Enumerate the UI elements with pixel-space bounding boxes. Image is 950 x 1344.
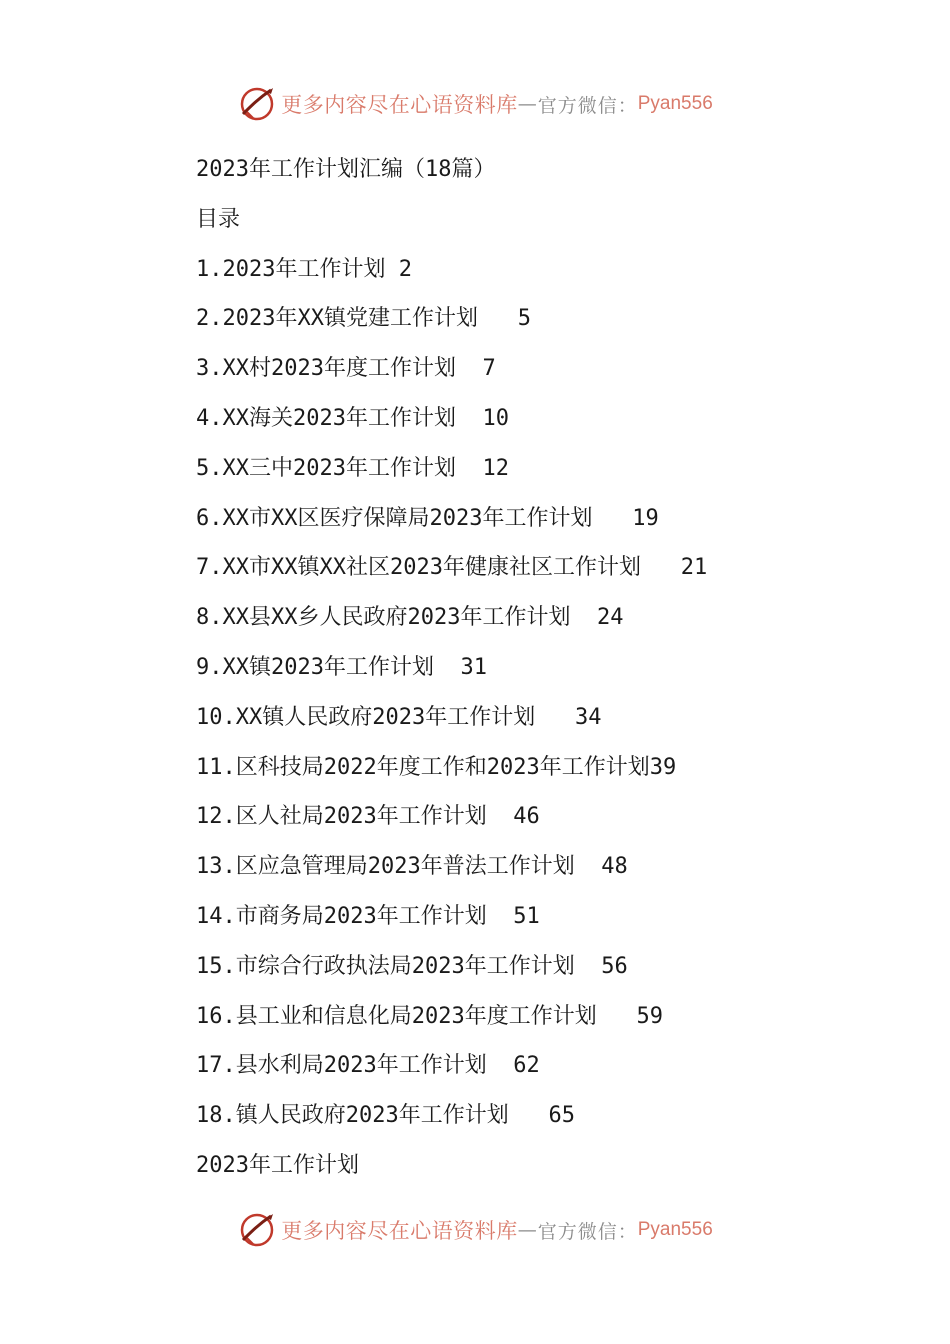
toc-item-title: XX三中2023年工作计划 — [222, 455, 456, 481]
banner-dash: — — [517, 93, 538, 115]
banner-wechat-id: Pyan556 — [637, 93, 713, 114]
toc-item[interactable] — [196, 1096, 896, 1146]
toc-item-gap — [434, 655, 461, 680]
toc-item[interactable] — [196, 250, 896, 300]
toc-item-number: 11. — [196, 754, 236, 780]
toc-item-title: 市商务局2023年工作计划 — [235, 903, 487, 929]
pen-logo-icon — [237, 84, 277, 124]
banner-dash: — — [517, 1219, 538, 1241]
toc-item-number: 12. — [196, 804, 236, 830]
toc-item-page: 34 — [574, 704, 602, 730]
document-title: 2023年工作计划汇编（18篇） — [196, 157, 496, 182]
toc-item[interactable] — [196, 499, 896, 549]
toc-item-number: 3. — [196, 356, 223, 382]
banner-wechat-id: Pyan556 — [637, 1219, 713, 1240]
toc-item[interactable] — [196, 548, 896, 598]
toc-item-page: 12 — [482, 455, 509, 481]
toc-item-number: 15. — [196, 953, 236, 979]
banner-text: 更多内容尽在心语资料库 — [281, 93, 518, 117]
toc-item-number: 13. — [196, 854, 236, 880]
toc-item-title: XX村2023年度工作计划 — [222, 356, 456, 382]
toc-item-gap — [385, 257, 398, 282]
toc-item[interactable] — [196, 748, 896, 798]
toc-item-title: XX镇2023年工作计划 — [222, 654, 434, 680]
toc-item-gap — [575, 954, 602, 979]
toc-item-title: 2023年XX镇党建工作计划 — [222, 306, 478, 332]
toc-item-number: 17. — [196, 1053, 236, 1079]
toc-item[interactable] — [196, 449, 896, 499]
toc-item-gap — [456, 406, 483, 431]
toc-item-title: 县水利局2023年工作计划 — [235, 1053, 487, 1079]
toc-item-page: 56 — [601, 953, 628, 979]
toc-item-page: 10 — [482, 405, 509, 431]
toc-item-gap — [575, 854, 602, 879]
footer-banner — [0, 1208, 950, 1252]
toc-item-gap — [597, 1004, 637, 1029]
toc-item-number: 1. — [196, 256, 223, 282]
toc-item-page: 48 — [601, 854, 628, 880]
toc-item-gap — [487, 1053, 514, 1078]
banner-official: 官方微信： — [537, 94, 638, 117]
header-banner — [0, 82, 950, 126]
toc-item-gap — [487, 804, 514, 829]
toc-item-page: 31 — [460, 654, 487, 680]
toc-item-page: 19 — [632, 505, 659, 531]
toc-item-number: 8. — [196, 605, 223, 631]
toc-item-title: 县工业和信息化局2023年度工作计划 — [235, 1003, 597, 1029]
toc-item-page: 65 — [548, 1103, 575, 1129]
toc-item-title: XX县XX乡人民政府2023年工作计划 — [222, 605, 571, 631]
toc-item[interactable] — [196, 847, 896, 897]
toc-item-gap — [535, 705, 575, 730]
toc-item-gap — [570, 605, 597, 630]
toc-item-page: 62 — [513, 1053, 540, 1079]
toc-item-gap — [456, 456, 483, 481]
toc-item-title: 市综合行政执法局2023年工作计划 — [235, 953, 575, 979]
toc-item-number: 9. — [196, 654, 223, 680]
toc-item-title: XX市XX镇XX社区2023年健康社区工作计划 — [222, 555, 641, 581]
toc-list — [196, 250, 896, 1146]
toc-item[interactable] — [196, 797, 896, 847]
toc-item-number: 4. — [196, 405, 223, 431]
toc-item-gap — [456, 356, 483, 381]
toc-item-title: XX镇人民政府2023年工作计划 — [235, 704, 536, 730]
toc-item-page: 2 — [398, 256, 412, 282]
banner-official: 官方微信： — [537, 1220, 638, 1243]
toc-item-title: 镇人民政府2023年工作计划 — [235, 1103, 509, 1129]
toc-item-gap — [641, 555, 681, 580]
toc-item[interactable] — [196, 399, 896, 449]
toc-item-page: 21 — [680, 555, 708, 581]
toc-item[interactable] — [196, 299, 896, 349]
toc-item[interactable] — [196, 1046, 896, 1096]
toc-item[interactable] — [196, 648, 896, 698]
document-body — [196, 150, 896, 1196]
toc-item-page: 24 — [596, 605, 624, 631]
toc-item-page: 39 — [649, 754, 677, 780]
toc-item-page: 5 — [517, 306, 531, 332]
toc-item-title: 区人社局2023年工作计划 — [235, 804, 487, 830]
pen-logo-icon — [237, 1210, 277, 1250]
toc-item[interactable] — [196, 598, 896, 648]
toc-item-number: 6. — [196, 505, 223, 531]
toc-item-title: 区应急管理局2023年普法工作计划 — [235, 854, 575, 880]
toc-item-page: 46 — [513, 804, 540, 830]
toc-item[interactable] — [196, 349, 896, 399]
toc-item-gap — [592, 506, 632, 531]
toc-item-page: 59 — [636, 1003, 663, 1029]
toc-item-number: 2. — [196, 306, 223, 332]
toc-item-title: 2023年工作计划 — [222, 256, 386, 282]
banner-text: 更多内容尽在心语资料库 — [281, 1219, 518, 1243]
section-title: 2023年工作计划 — [196, 1152, 359, 1178]
toc-item-page: 51 — [513, 903, 540, 929]
toc-item-number: 5. — [196, 455, 223, 481]
toc-item-number: 18. — [196, 1103, 236, 1129]
toc-item-title: XX海关2023年工作计划 — [222, 405, 456, 431]
toc-item-gap — [478, 306, 518, 331]
toc-item-number: 10. — [196, 704, 236, 730]
toc-item-gap — [509, 1103, 549, 1128]
toc-item-page: 7 — [482, 356, 496, 382]
toc-item[interactable] — [196, 947, 896, 997]
toc-item[interactable] — [196, 997, 896, 1047]
toc-item[interactable] — [196, 698, 896, 748]
toc-item-gap — [487, 904, 514, 929]
toc-item[interactable] — [196, 897, 896, 947]
toc-item-number: 7. — [196, 555, 223, 581]
toc-item-number: 16. — [196, 1003, 236, 1029]
toc-item-title: XX市XX区医疗保障局2023年工作计划 — [222, 505, 593, 531]
toc-heading: 目录 — [196, 206, 241, 232]
toc-item-number: 14. — [196, 903, 236, 929]
toc-item-title: 区科技局2022年度工作和2023年工作计划 — [235, 754, 650, 780]
